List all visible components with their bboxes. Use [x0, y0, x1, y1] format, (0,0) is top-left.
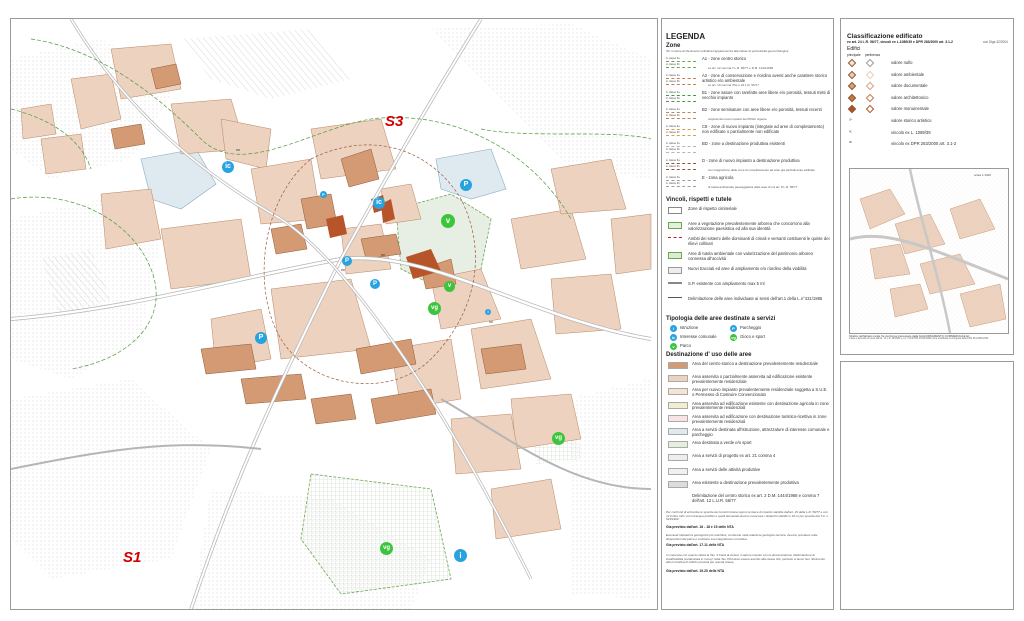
- class-tag: in classe IIb: [666, 165, 680, 168]
- destinazione-swatch: [668, 415, 688, 422]
- destinazione-label: Area a servizi destinata all'istruzione, attrezzature di interesse comunale e parcheggio: [692, 427, 830, 437]
- vincolo-symbol: «: [849, 128, 852, 135]
- class-tag: in classe IIb: [666, 97, 680, 100]
- zone-b1-label: B1 - zone sature con rarefatte aree libere e/o porosità, tessuti misti di vecchio impianto: [702, 90, 831, 100]
- vincolo-label: Ambiti dei sistemi delle dominanti di crinali e versanti costituenti le quinte dei rilievi collinari: [688, 236, 830, 246]
- destinazione-label: Area asservita ad edificazione esistente con destinazione agricola in zone prevalentemente residenziali: [692, 400, 829, 411]
- class-tag: in classe IIb: [666, 63, 680, 66]
- edificio-pertinenza-swatch: [866, 59, 874, 67]
- classification-item-label: valore documentale: [891, 83, 928, 89]
- destinazione-label: Area del centro storico a destinazione prevalentemente residenziale: [692, 361, 818, 366]
- badge-gioco-sport[interactable]: vg: [380, 542, 393, 555]
- servizio-v-badge: v: [670, 343, 677, 350]
- badge-gioco-sport[interactable]: vg: [552, 432, 565, 445]
- legend-note: Gia previsto dall'art. 16 - 18 e 19 delle NTA: [666, 525, 734, 529]
- destinazione-label: Delimitazione del centro storico ex art. 2 D.M. 1444/1968 e comma 7 dell'art. 12 L.U.R. 56/77: [692, 493, 820, 503]
- vincolo-label: Nuovi tracciati ed aree di ampliamento e/o riordino della viabilità: [688, 266, 807, 271]
- inset-caption: Stralcio dell'abitato rurale fra via Roma interessato dalla AGGIORNAMENTO COMMERCIALE E1: [849, 334, 970, 338]
- zone-line-swatch: [666, 135, 696, 136]
- servizio-vg-label: Gioco e sport: [740, 334, 765, 339]
- legend-panel: [661, 18, 834, 610]
- vincolo-label: Aree di tutela ambientale con valorizzazione del patrimonio arboreo connessa all'accività: [688, 251, 813, 261]
- badge-istruzione[interactable]: i: [485, 309, 491, 315]
- edificio-pertinenza-swatch: [866, 94, 874, 102]
- edificio-principale-swatch: [848, 82, 856, 90]
- inset-caption-sub: L'area e descritta ai sensi dell'art. 12 L.R. 28/1999 e s.m.i. DCR 563-13414/1999 come modificata ed integrata dalla DCR 59-10831/2006: [849, 338, 989, 340]
- zone-line-swatch: [666, 129, 696, 130]
- zone-line-swatch: [666, 118, 696, 119]
- servizio-i-badge: i: [670, 325, 677, 332]
- badge-parcheggio[interactable]: P: [370, 279, 380, 289]
- servizio-p-badge: P: [730, 325, 737, 332]
- class-tag: in classe IIa: [666, 142, 680, 145]
- vv-mark: vv: [341, 267, 345, 272]
- vincolo-swatch: [668, 222, 682, 229]
- zone-line-swatch: [666, 152, 696, 153]
- vincolo-swatch: [668, 237, 682, 244]
- destinazione-label: Area esistente a destinazione prevalentemente produttiva: [692, 479, 799, 485]
- class-tag: in classe IIa: [666, 125, 680, 128]
- badge-parcheggio[interactable]: P: [460, 179, 472, 191]
- zone-line-swatch: [666, 112, 696, 113]
- col-pertinenza: pertinenza: [865, 53, 880, 57]
- zone-e-label: E - zona agricola: [702, 175, 734, 180]
- vincolo-swatch: [668, 252, 682, 259]
- legend-note: In coerenza con quanto indica la Tav. 3 Carta di sintesi, il settore inserito con la denominazione 'Delimitazione di inedificabilità (evidenziata in rosso)' nella Tav. P04 deve essere ascritto alla classe IIIA, pertanto si lavori ben riferimento alla normativa di utilizzo prevista per questa classe.: [666, 553, 825, 565]
- vincolo-symbol: =: [849, 140, 852, 147]
- vincoli-title: Vincoli, rispetti e tutele: [666, 197, 732, 203]
- servizio-ic-badge: ic: [671, 335, 676, 340]
- class-tag: in classe IIb: [666, 131, 680, 134]
- edifici-label: Edifici: [847, 46, 861, 52]
- class-tag: in classe IIb: [666, 80, 680, 83]
- destinazione-label: Area asservita ad edificazione con destinazione turistico-ricettiva in zone prevalentemente residenziali: [692, 413, 827, 424]
- class-tag: in classe IIa: [666, 159, 680, 162]
- badge-interesse-comunale[interactable]: ic: [373, 197, 385, 209]
- class-tag: in classe IIa: [666, 176, 680, 179]
- zone-a1-sub: ex art. 12 comma 7 L.R. 56/77 e D.M. 1444/1968: [708, 66, 774, 70]
- class-tag: in classe IIb: [666, 148, 680, 151]
- badge-istruzione[interactable]: i: [454, 549, 467, 562]
- badge-gioco-sport[interactable]: vg: [428, 302, 441, 315]
- zone-line-swatch: [666, 101, 696, 102]
- class-tag: in classe IIa: [666, 57, 680, 60]
- zone-line-swatch: [666, 163, 696, 164]
- vincolo-label: Zone di rispetto cimiteriale: [688, 206, 737, 211]
- sector-label-s1: S1: [123, 549, 142, 566]
- classification-item-label: valore storico artistico: [891, 118, 932, 123]
- servizio-ic-label: Interesse comunale: [680, 334, 717, 339]
- classification-item-label: valore nullo: [891, 60, 913, 65]
- inset-scale: scala 1:1000: [974, 173, 992, 177]
- destinazione-swatch: [668, 402, 688, 409]
- classification-item-label: valore monumentale: [891, 106, 929, 112]
- badge-parcheggio[interactable]: P: [255, 332, 267, 344]
- classification-subtitle-note: con Dlgs 42/2004: [983, 40, 1008, 44]
- vincolo-label: Delimitazione delle aree individuate ai sensi dell'art.1 della L.n°431/1985: [688, 296, 823, 301]
- edificio-principale-swatch: [848, 94, 856, 102]
- class-tag: in classe IIa: [666, 91, 680, 94]
- class-tag: in classe IIa: [666, 74, 680, 77]
- zone-c8-label: C8 - zone di nuovo impianto (integrate ad aree di completamento) non edificate o parzialmente non edificate: [702, 124, 824, 134]
- zone-line-swatch: [666, 95, 696, 96]
- town-plan-map[interactable]: [10, 18, 658, 610]
- zone-line-swatch: [666, 61, 696, 62]
- servizio-vg-badge: vg: [731, 335, 736, 340]
- vincolo-swatch: [668, 297, 682, 304]
- classification-panel: [840, 18, 1014, 355]
- destinazione-title: Destinazione d' uso delle aree: [666, 352, 752, 358]
- blank-frame: [840, 361, 1014, 610]
- zones-note: Sb: il colore di riferimento individua l'appartenenza alla classe di pericolosità geomorfologica: [666, 49, 789, 53]
- zone-d-sub: con integrazione delle zone di completamento ad aree già parzialmente edificate: [708, 168, 815, 172]
- destinazione-swatch: [668, 468, 688, 475]
- zone-line-swatch: [666, 180, 696, 181]
- vincolo-label: Aree a vegetazione prevalentemente arborea che concorrono alla valorizzazione paesistica ed alla sua identità: [688, 221, 810, 231]
- edificio-pertinenza-swatch: [866, 82, 874, 90]
- inset-map[interactable]: [849, 168, 1009, 334]
- legend-note: Gia previsto dall'art. 17.11 delle NTA: [666, 543, 725, 547]
- legend-title: LEGENDA: [666, 32, 706, 41]
- zone-a2-sub: ex art. 13 comma 7bis e 24 L.R. 56/77: [708, 83, 759, 87]
- vincolo-swatch: [668, 282, 682, 289]
- zone-a2-label: A2 - zone di conservazione e riordino aventi anche carattere storico artistico e/o ambientale: [702, 73, 828, 83]
- vv-mark: vv: [381, 252, 385, 257]
- vincolo-swatch: [668, 207, 682, 214]
- zone-line-swatch: [666, 186, 696, 187]
- edificio-principale-swatch: [848, 70, 856, 78]
- class-tag: in classe IIb: [666, 114, 680, 117]
- edificio-pertinenza-swatch: [866, 70, 874, 78]
- servizio-p-label: Parcheggio: [740, 325, 762, 330]
- vv-mark: vv: [236, 147, 240, 152]
- destinazione-label: Area asservita o parzialmente asservita ad edificazione esistente prevalentemente residenziale: [692, 374, 813, 384]
- classification-item-label: vincolo ex L. 1089/39: [891, 129, 931, 135]
- edificio-principale-swatch: [848, 105, 856, 113]
- inset-map-canvas: [850, 169, 1008, 333]
- edificio-pertinenza-swatch: [866, 105, 874, 113]
- vv-mark: vv: [489, 319, 493, 324]
- badge-parcheggio[interactable]: P: [342, 256, 352, 266]
- badge-parcheggio[interactable]: P: [320, 191, 327, 198]
- class-tag: in classe IIa: [666, 108, 680, 111]
- destinazione-swatch: [668, 428, 688, 435]
- destinazione-label: Area destinata a verde e/o sport: [692, 440, 752, 446]
- class-tag: in classe IIb: [666, 182, 680, 185]
- classification-item-label: valore architettonico: [891, 94, 929, 100]
- vincolo-label: S.P. esistente con ampliamento max 5 ml: [688, 281, 765, 286]
- legend-note: Per confronti di entrambe le sponde dei torrenti Grana vigono le fasce di rispetto stabilite dall'art. 29 della L.R. 56/77 e con ml inoltre tutti i corsi d'acqua pubblici e quelli demaniali devono osservare i distacchi stabiliti in 10 ml per sponda dal T.U. n. 523/1904.: [666, 510, 830, 522]
- map-canvas[interactable]: [11, 19, 657, 609]
- badge-parco[interactable]: v: [441, 214, 455, 228]
- zones-title: Zone: [666, 43, 681, 49]
- badge-interesse-comunale[interactable]: ic: [222, 161, 234, 173]
- legend-note: Eventuali indicazioni geologiche più restrittive, contenute nella relazione geologico-tecnica, devono prevalere sulle disposizioni del piano e costituire sua integrazione normativa.: [666, 533, 818, 541]
- classification-subtitle: ex art. 24 L.R. 56/77, vincoli ex L.1089/39 e DPR 283/2000 art. 3.1-2: [847, 40, 953, 44]
- zone-line-swatch: [666, 67, 696, 68]
- destinazione-label: Area a servizi di progetto ex art. 21 comma 4: [692, 453, 776, 459]
- vincolo-symbol: »: [849, 117, 852, 123]
- zone-line-swatch: [666, 84, 696, 85]
- zone-a1-label: A1 - zone centro storico: [702, 56, 747, 61]
- servizio-i-label: Istruzione: [680, 325, 699, 330]
- zone-bd-label: BD - zone a destinazione produttiva esistenti: [702, 141, 785, 146]
- servizi-title: Tipologia delle aree destinate a servizi: [666, 316, 776, 322]
- destinazione-label: Area per nuovo impianto prevalentemente residenziale soggetta a S.U.E. o Permesso di Costruire Convenzionato: [692, 387, 828, 398]
- destinazione-swatch: [668, 388, 688, 395]
- servizio-v-label: Parco: [680, 343, 691, 348]
- col-principale: principale: [847, 53, 861, 57]
- destinazione-swatch: [668, 375, 688, 382]
- classification-item-label: valore ambientale: [891, 71, 925, 77]
- edificio-principale-swatch: [848, 59, 856, 67]
- destinazione-label: Area a servizi delle attività produttive: [692, 466, 761, 472]
- badge-parco[interactable]: v: [444, 281, 455, 292]
- classification-title: Classificazione edificato: [847, 33, 923, 40]
- zone-b2-label: B2 - zone semisature con aree libere e/o porosità, tessuti recenti: [702, 107, 822, 112]
- zone-line-swatch: [666, 146, 696, 147]
- zone-line-swatch: [666, 78, 696, 79]
- destinazione-swatch: [668, 481, 688, 488]
- zone-b2-sub: originati da nuovi impianti del PRGC vigente: [708, 117, 767, 121]
- zone-line-swatch: [666, 169, 696, 170]
- legend-note: Gia previsto dall'art. 19.20 delle NTA: [666, 569, 725, 573]
- zone-e-sub: di tutela ambientale paesaggistica delle aree di cui art. 8 L.R. 56/77: [708, 185, 798, 189]
- classification-item-label: vincolo ex DPR 283/2000 art. 3.1-2: [891, 141, 957, 147]
- zone-d-label: D - zone di nuovo impianto a destinazione produttiva: [702, 158, 800, 163]
- vincolo-swatch: [668, 267, 682, 274]
- destinazione-swatch: [668, 454, 688, 461]
- sector-label-s3: S3: [385, 113, 404, 130]
- destinazione-swatch: [668, 441, 688, 448]
- destinazione-swatch: [668, 362, 688, 369]
